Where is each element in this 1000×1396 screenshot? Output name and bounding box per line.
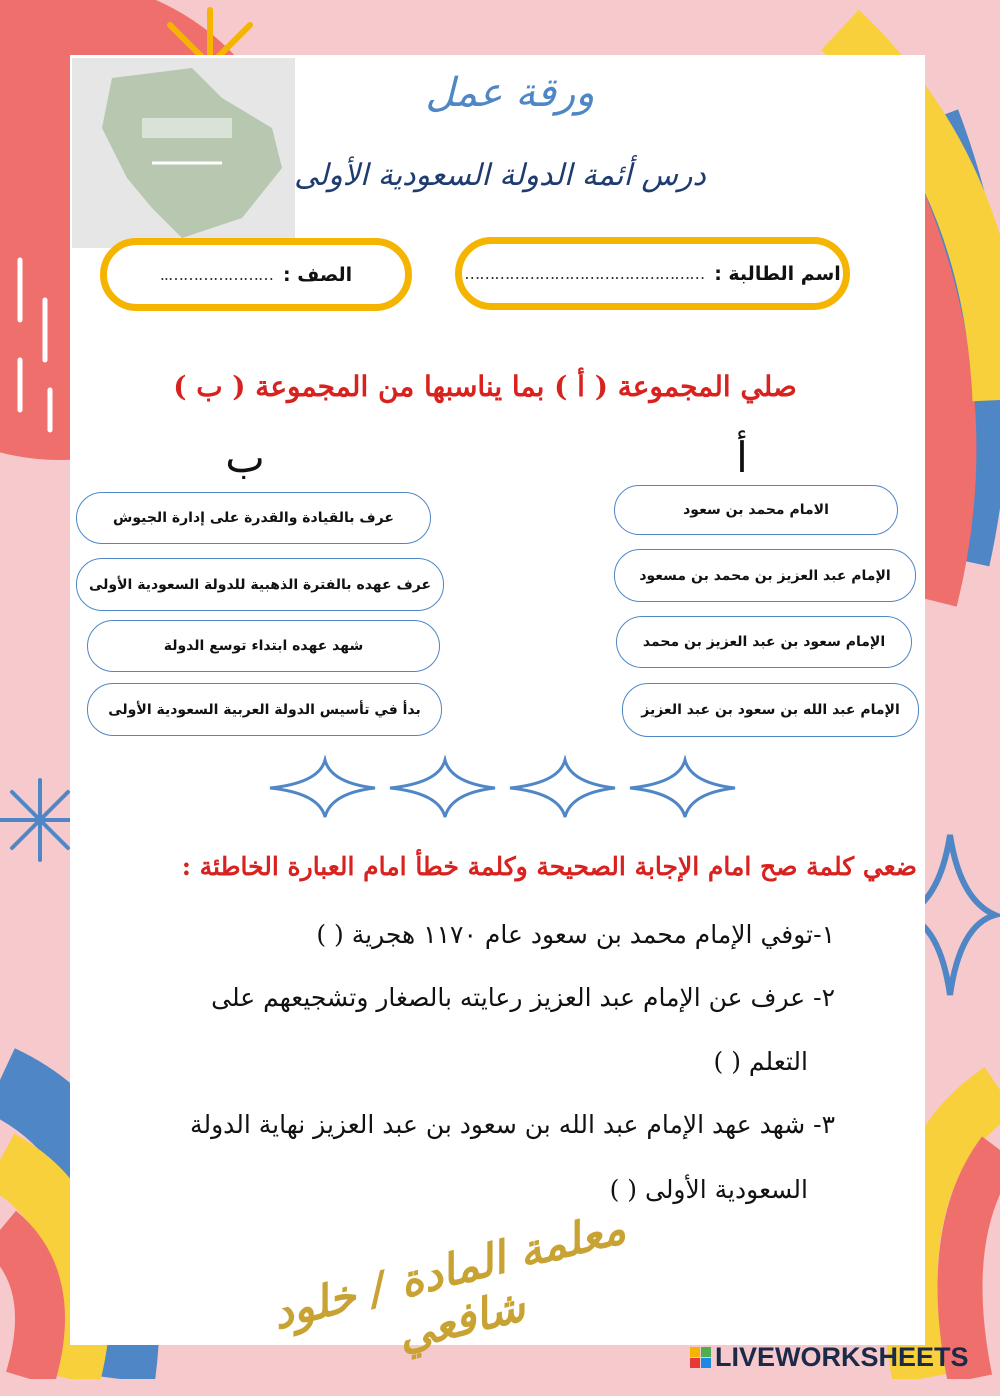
- group-a-item-2[interactable]: الإمام عبد العزيز بن محمد بن مسعود: [614, 549, 916, 602]
- map-icon: [72, 58, 295, 248]
- class-label: الصف :: [282, 263, 353, 286]
- saudi-map-image: [72, 58, 295, 248]
- group-a-item-3[interactable]: الإمام سعود بن عبد العزيز بن محمد: [616, 616, 912, 668]
- star-divider: [265, 755, 745, 825]
- group-a-item-1[interactable]: الامام محمد بن سعود: [614, 485, 898, 535]
- page-title: ورقة عمل: [425, 70, 595, 116]
- page-subtitle: درس أئمة الدولة السعودية الأولى: [294, 158, 706, 193]
- true-false-instruction: ضعي كلمة صح امام الإجابة الصحيحة وكلمة خطأ امام العبارة الخاطئة :: [181, 852, 917, 881]
- question-1[interactable]: ١-توفي الإمام محمد بن سعود عام ١١٧٠ هجرية ( ): [316, 920, 835, 949]
- question-3-line-1: ٣- شهد عهد الإمام عبد الله بن سعود بن عبد العزيز نهاية الدولة: [190, 1110, 835, 1139]
- student-name-field[interactable]: [455, 237, 850, 310]
- group-a-item-4[interactable]: الإمام عبد الله بن سعود بن عبد العزيز: [622, 683, 919, 737]
- brand-text: LIVEWORKSHEETS: [715, 1342, 969, 1372]
- student-name-label: اسم الطالبة :: [714, 262, 841, 285]
- group-b-item-4[interactable]: بدأ في تأسيس الدولة العربية السعودية الأولى: [87, 683, 442, 736]
- group-b-title: ب: [225, 433, 265, 482]
- group-a-title: أ: [736, 433, 748, 482]
- question-2-line-2[interactable]: التعلم ( ): [713, 1047, 808, 1076]
- group-b-item-2[interactable]: عرف عهده بالفترة الذهبية للدولة السعودية الأولى: [76, 558, 444, 611]
- class-field[interactable]: [100, 238, 412, 311]
- question-3-line-2[interactable]: السعودية الأولى ( ): [609, 1175, 808, 1204]
- class-dots: …………………..: [159, 265, 273, 284]
- group-b-item-3[interactable]: شهد عهده ابتداء توسع الدولة: [87, 620, 440, 672]
- liveworksheets-logo-icon: [690, 1347, 711, 1368]
- group-b-item-1[interactable]: عرف بالقيادة والقدرة على إدارة الجيوش: [76, 492, 431, 544]
- teacher-signature: معلمة المادة / خلود شافعي: [267, 1202, 631, 1362]
- student-name-dots: …………………………………………: [464, 264, 705, 283]
- liveworksheets-brand[interactable]: [690, 1342, 969, 1373]
- matching-instruction: صلي المجموعة ( أ ) بما يناسبها من المجموعة ( ب ): [173, 370, 797, 403]
- question-2-line-1: ٢- عرف عن الإمام عبد العزيز رعايته بالصغار وتشجيعهم على: [211, 983, 835, 1012]
